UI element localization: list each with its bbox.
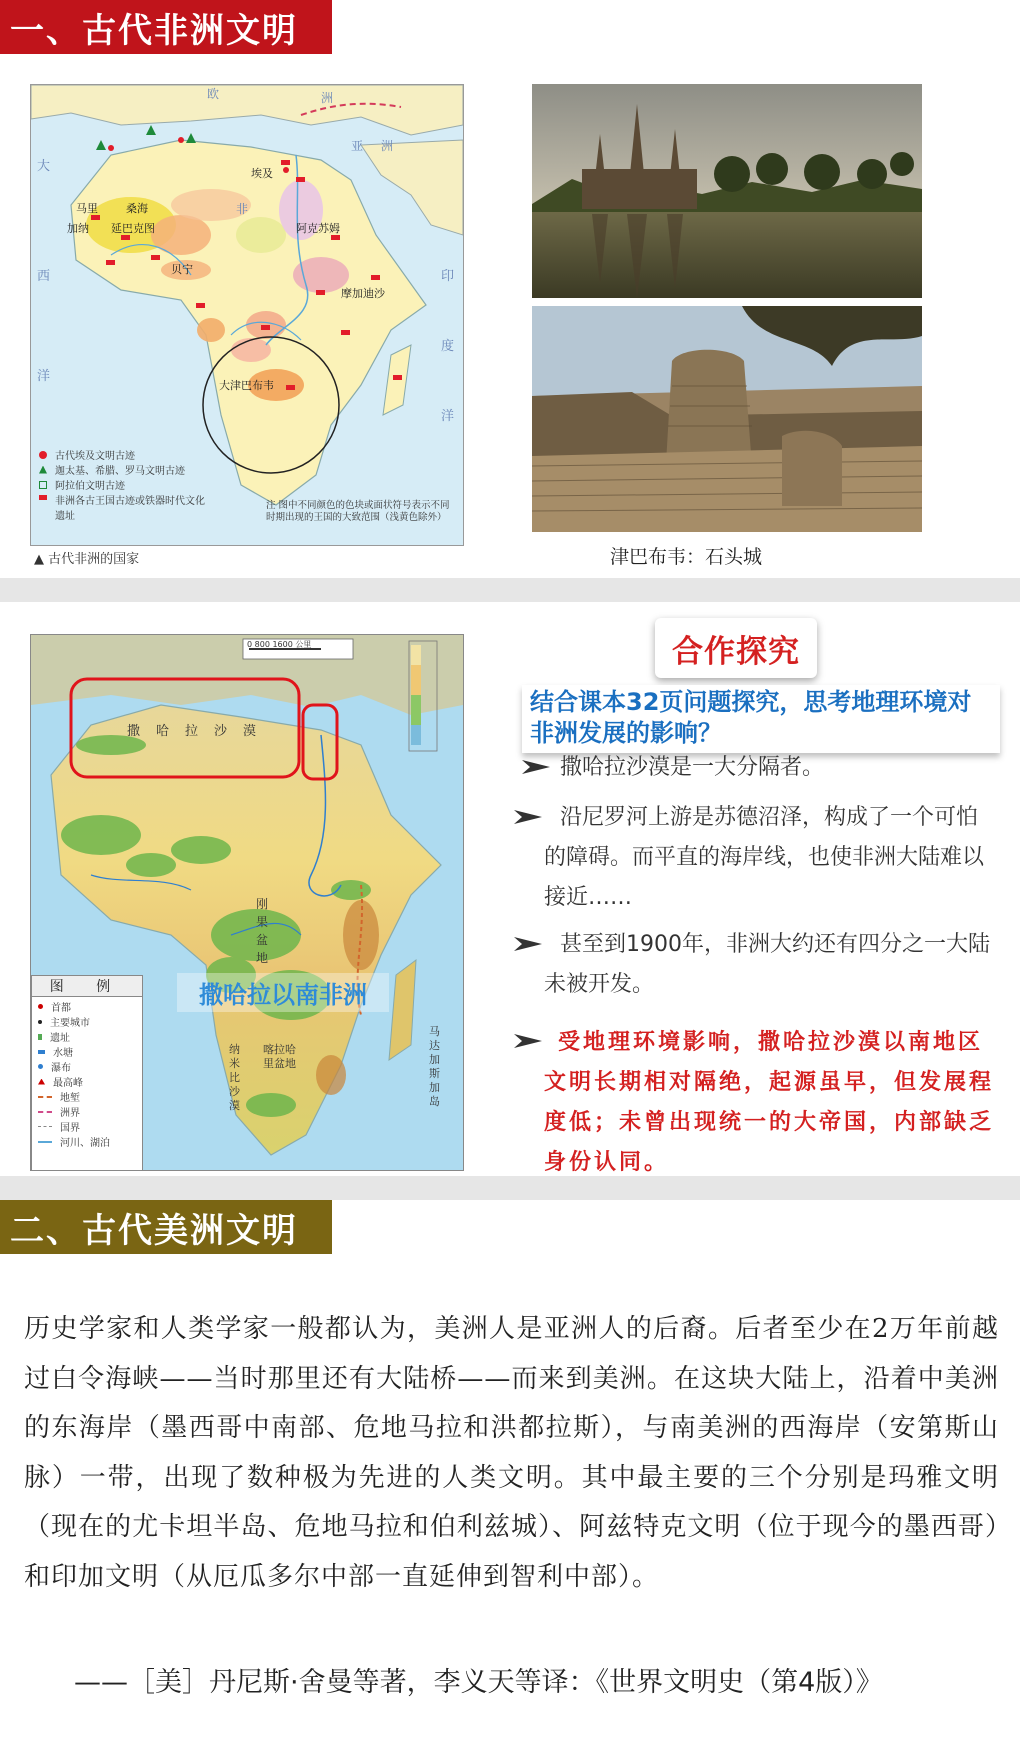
map2-legend-row [38, 1119, 136, 1134]
map2-legend-row [38, 1134, 136, 1149]
map1-label-mozambique: 摩加迪沙 [341, 287, 385, 300]
map2-legend-text: 首都 [51, 1003, 71, 1014]
map1-label-songhai: 桑海 [126, 202, 148, 215]
map1-label-ghana: 加纳 [67, 222, 89, 235]
map1-label-benin: 贝宁 [171, 263, 193, 276]
coop-conclusion [544, 1022, 998, 1182]
map2-legend-row [38, 1104, 136, 1119]
temple-photo [532, 84, 922, 298]
section2-title-text: 二、古代美洲文明 [10, 1210, 298, 1251]
map2-legend-text: 遗址 [50, 1033, 70, 1044]
map2-legend-row [38, 1014, 136, 1029]
coop-conclusion-text: 受地理环境影响，撒哈拉沙漠以南地区文明长期相对隔绝，起源虽早，但发展程度低；未曾出现统一的大帝国，内部缺乏身份认同。 [544, 1029, 995, 1175]
map1-legend [39, 447, 219, 520]
map1-legend-row [39, 462, 219, 477]
section1-title [0, 0, 332, 54]
map1-note: 注 图中不同颜色的色块或面状符号表示不同时期出现的王国的大致范围（浅黄色除外） [266, 500, 450, 523]
coop-badge-text: 合作探究 [672, 633, 800, 670]
section-divider [0, 578, 1020, 602]
map2-legend-row [38, 999, 136, 1014]
coop-point [560, 748, 990, 788]
map2-legend-row [38, 1044, 136, 1059]
map2-legend-text: 洲界 [60, 1108, 80, 1119]
map2-legend-title: 图 例 [32, 976, 142, 997]
map1-legend-row [39, 477, 219, 492]
map2-legend-row [38, 1074, 136, 1089]
map1-legend-text: 阿拉伯文明古迹 [55, 481, 125, 492]
map2-legend-text: 国界 [60, 1123, 80, 1134]
map1-label-africa: 非 [236, 202, 249, 216]
coop-point-text: 撒哈拉沙漠是一大分隔者。 [560, 755, 825, 780]
map1-legend-text: 迦太基、希腊、罗马文明古迹 [55, 466, 185, 477]
coop-badge [655, 618, 817, 678]
map2-legend-text: 主要城市 [50, 1018, 90, 1029]
map2-scale: 0 800 1600 公里 [247, 640, 312, 649]
arrow-icon [514, 933, 544, 955]
map1-legend-text: 古代埃及文明古迹 [55, 451, 135, 462]
map2-label-namib: 纳米比沙漠 [229, 1043, 240, 1112]
map2-label-subsahara: 撒哈拉以南非洲 [177, 973, 389, 1012]
map1-label-indian1: 印 [441, 269, 455, 284]
map2-legend-text: 瀑布 [51, 1063, 71, 1074]
map2-label-sahara: 撒哈拉沙漠 [127, 724, 273, 739]
map1-legend-row [39, 492, 219, 520]
map1-label-egypt: 埃及 [251, 167, 273, 180]
arrow-icon [514, 806, 544, 828]
map1-label-atlantic1: 大 [37, 159, 51, 174]
ancient-africa-map [30, 84, 464, 546]
coop-question: 结合课本32页问题探究，思考地理环境对非洲发展的影响？ [522, 685, 1000, 753]
map1-label-kanem: 延巴克图 [111, 222, 155, 235]
map1-legend-text: 非洲各古王国古迹或铁器时代文化遗址 [55, 496, 205, 522]
map1-label-mali: 马里 [76, 202, 98, 215]
coop-point [544, 925, 994, 1005]
map1-label-europe1: 欧 [207, 87, 220, 101]
map2-label-congo: 刚果盆地 [256, 897, 269, 965]
map1-label-atlantic2: 西 [37, 269, 51, 284]
map1-label-indian2: 度 [441, 339, 455, 354]
map1-label-indian3: 洋 [441, 409, 455, 424]
map1-label-asia2: 洲 [381, 139, 394, 153]
americas-paragraph: 历史学家和人类学家一般都认为，美洲人是亚洲人的后裔。后者至少在2万年前越过白令海峡——当时那里还有大陆桥——而来到美洲。在这块大陆上，沿着中美洲的东海岸（墨西哥中南部、危地马拉和洪都拉斯），与南美洲的西海岸（安第斯山脉）一带，出现了数种极为先进的人类文明。其中最主要的三个分别是玛雅文明（现在的尤卡坦半岛、危地马拉和伯利兹城）、阿兹特克文明（位于现今的墨西哥）和印加文明（从厄瓜多尔中部一直延伸到智利中部）。 [24, 1314, 999, 1592]
stone-city-photo [532, 306, 922, 532]
coop-point [544, 798, 994, 918]
stone-city-photo-svg [532, 306, 922, 532]
map1-label-asia1: 亚 [351, 139, 364, 153]
section2-title [0, 1200, 332, 1254]
map1-label-europe2: 洲 [321, 91, 334, 105]
section-divider [0, 1176, 1020, 1200]
map2-legend-text: 河川、湖泊 [60, 1138, 110, 1149]
photo-caption: 津巴布韦：石头城 [610, 546, 763, 568]
map2-legend-text: 最高峰 [53, 1078, 83, 1089]
map2-label-kalahari: 喀拉哈里盆地 [263, 1043, 296, 1070]
map1-label-zimbabwe: 大津巴布韦 [219, 379, 274, 392]
coop-point-text: 沿尼罗河上游是苏德沼泽，构成了一个可怕的障碍。而平直的海岸线，也使非洲大陆难以接近…… [544, 805, 985, 910]
map2-legend [31, 975, 143, 1171]
map2-legend-row [38, 1029, 136, 1044]
map1-label-atlantic3: 洋 [37, 369, 51, 384]
map2-legend-row [38, 1089, 136, 1104]
map2-legend-text: 地堑 [60, 1093, 80, 1104]
temple-photo-svg [532, 84, 922, 298]
arrow-icon [514, 1030, 544, 1052]
citation: ——［美］丹尼斯·舍曼等著，李义天等译：《世界文明史（第4版）》 [74, 1667, 883, 1698]
map1-legend-row [39, 447, 219, 462]
map1-label-aksum: 阿克苏姆 [296, 222, 340, 235]
map2-legend-text: 水塘 [53, 1048, 73, 1059]
map2-label-madagascar: 马达加斯加岛 [429, 1025, 440, 1108]
map2-legend-row [38, 1059, 136, 1074]
arrow-icon [522, 756, 552, 778]
coop-point-text: 甚至到1900年，非洲大约还有四分之一大陆未被开发。 [544, 932, 990, 997]
map1-caption: ▲ 古代非洲的国家 [34, 552, 140, 567]
africa-physical-map [30, 634, 464, 1171]
section1-title-text: 一、古代非洲文明 [10, 10, 298, 51]
